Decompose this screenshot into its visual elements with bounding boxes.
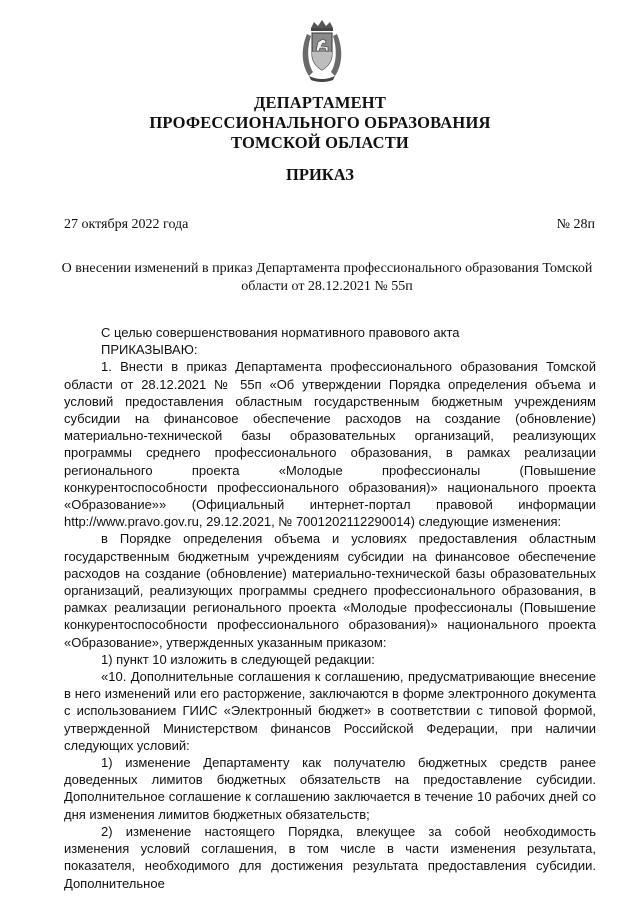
paragraph-purpose: С целью совершенствования нормативного правового акта [101,325,460,340]
department-title-line-3: ТОМСКОЙ ОБЛАСТИ [231,133,409,152]
department-title-line-2: ПРОФЕССИОНАЛЬНОГО ОБРАЗОВАНИЯ [149,113,491,132]
department-title-line-1: ДЕПАРТАМЕНТ [253,93,387,112]
paragraph-item-1: 1. Внести в приказ Департамента профессионального образования Томской области от 28.12.2021 № 55п «Об утверждении Порядка определения объема и условий предоставления областным государственным бюджетным учреждениям субсидии на финансовое обеспечение расходов на создание (обновление) материально-технической базы образовательных организаций, реализующих программы среднего профессионального образования, в рамках реализации регионального проекта «Молодые профессионалы (Повышение конкурентоспособности профессионального образования)» национального проекта «Образование»» (Официальный интернет-портал правовой информации http://www.pravo.gov.ru, 29.12.2021, № 7001202112290014) следующие изменения: [64,359,596,530]
document-number: № 28п [556,217,595,232]
paragraph-procedure-changes: в Порядке определения объема и условиях предоставления областным государственным бюджетным учреждениям субсидии на финансовое обеспечение расходов на создание (обновление) материально-технической базы образовательных организаций, реализующих программы среднего профессионального образования, в рамках реализации регионального проекта «Молодые профессионалы (Повышение конкурентоспособности профессионального образования)» национального проекта «Образование», утвержденных указанным приказом: [64,531,596,650]
paragraph-subitem-1: 1) пункт 10 изложить в следующей редакции: [101,651,375,667]
paragraph-condition-1: 1) изменение Департаменту как получателю бюджетных средств ранее доведенных лимитов бюджетных обязательств на предоставление субсидии. Дополнительное соглашение к соглашению заключается в течение 10 рабочих дней со дня изменения лимитов бюджетных обязательств; [64,755,596,822]
document-subject: О внесении изменений в приказ Департамента профессионального образования Томской области от 28.12.2021 № 55п [61,261,593,294]
tomsk-region-coat-of-arms-icon [299,20,345,84]
document-type-title: ПРИКАЗ [286,165,354,184]
document-body [64,324,596,892]
paragraph-order-word: ПРИКАЗЫВАЮ: [101,342,198,358]
document-date: 27 октября 2022 года [64,217,189,232]
paragraph-condition-2: 2) изменение настоящего Порядка, влекущее за собой необходимость изменения условий соглашения, в том числе в части изменения результата, показателя, необходимого для достижения результата предоставления субсидии. Дополнительное [64,823,596,891]
paragraph-clause-10: «10. Дополнительные соглашения к соглашению, предусматривающие внесение в него изменений или его расторжение, заключаются в форме электронного документа с использованием ГИИС «Электронный бюджет» в соответствии с типовой формой, утвержденной Министерством финансов Российской Федерации, при наличии следующих условий: [64,669,596,753]
